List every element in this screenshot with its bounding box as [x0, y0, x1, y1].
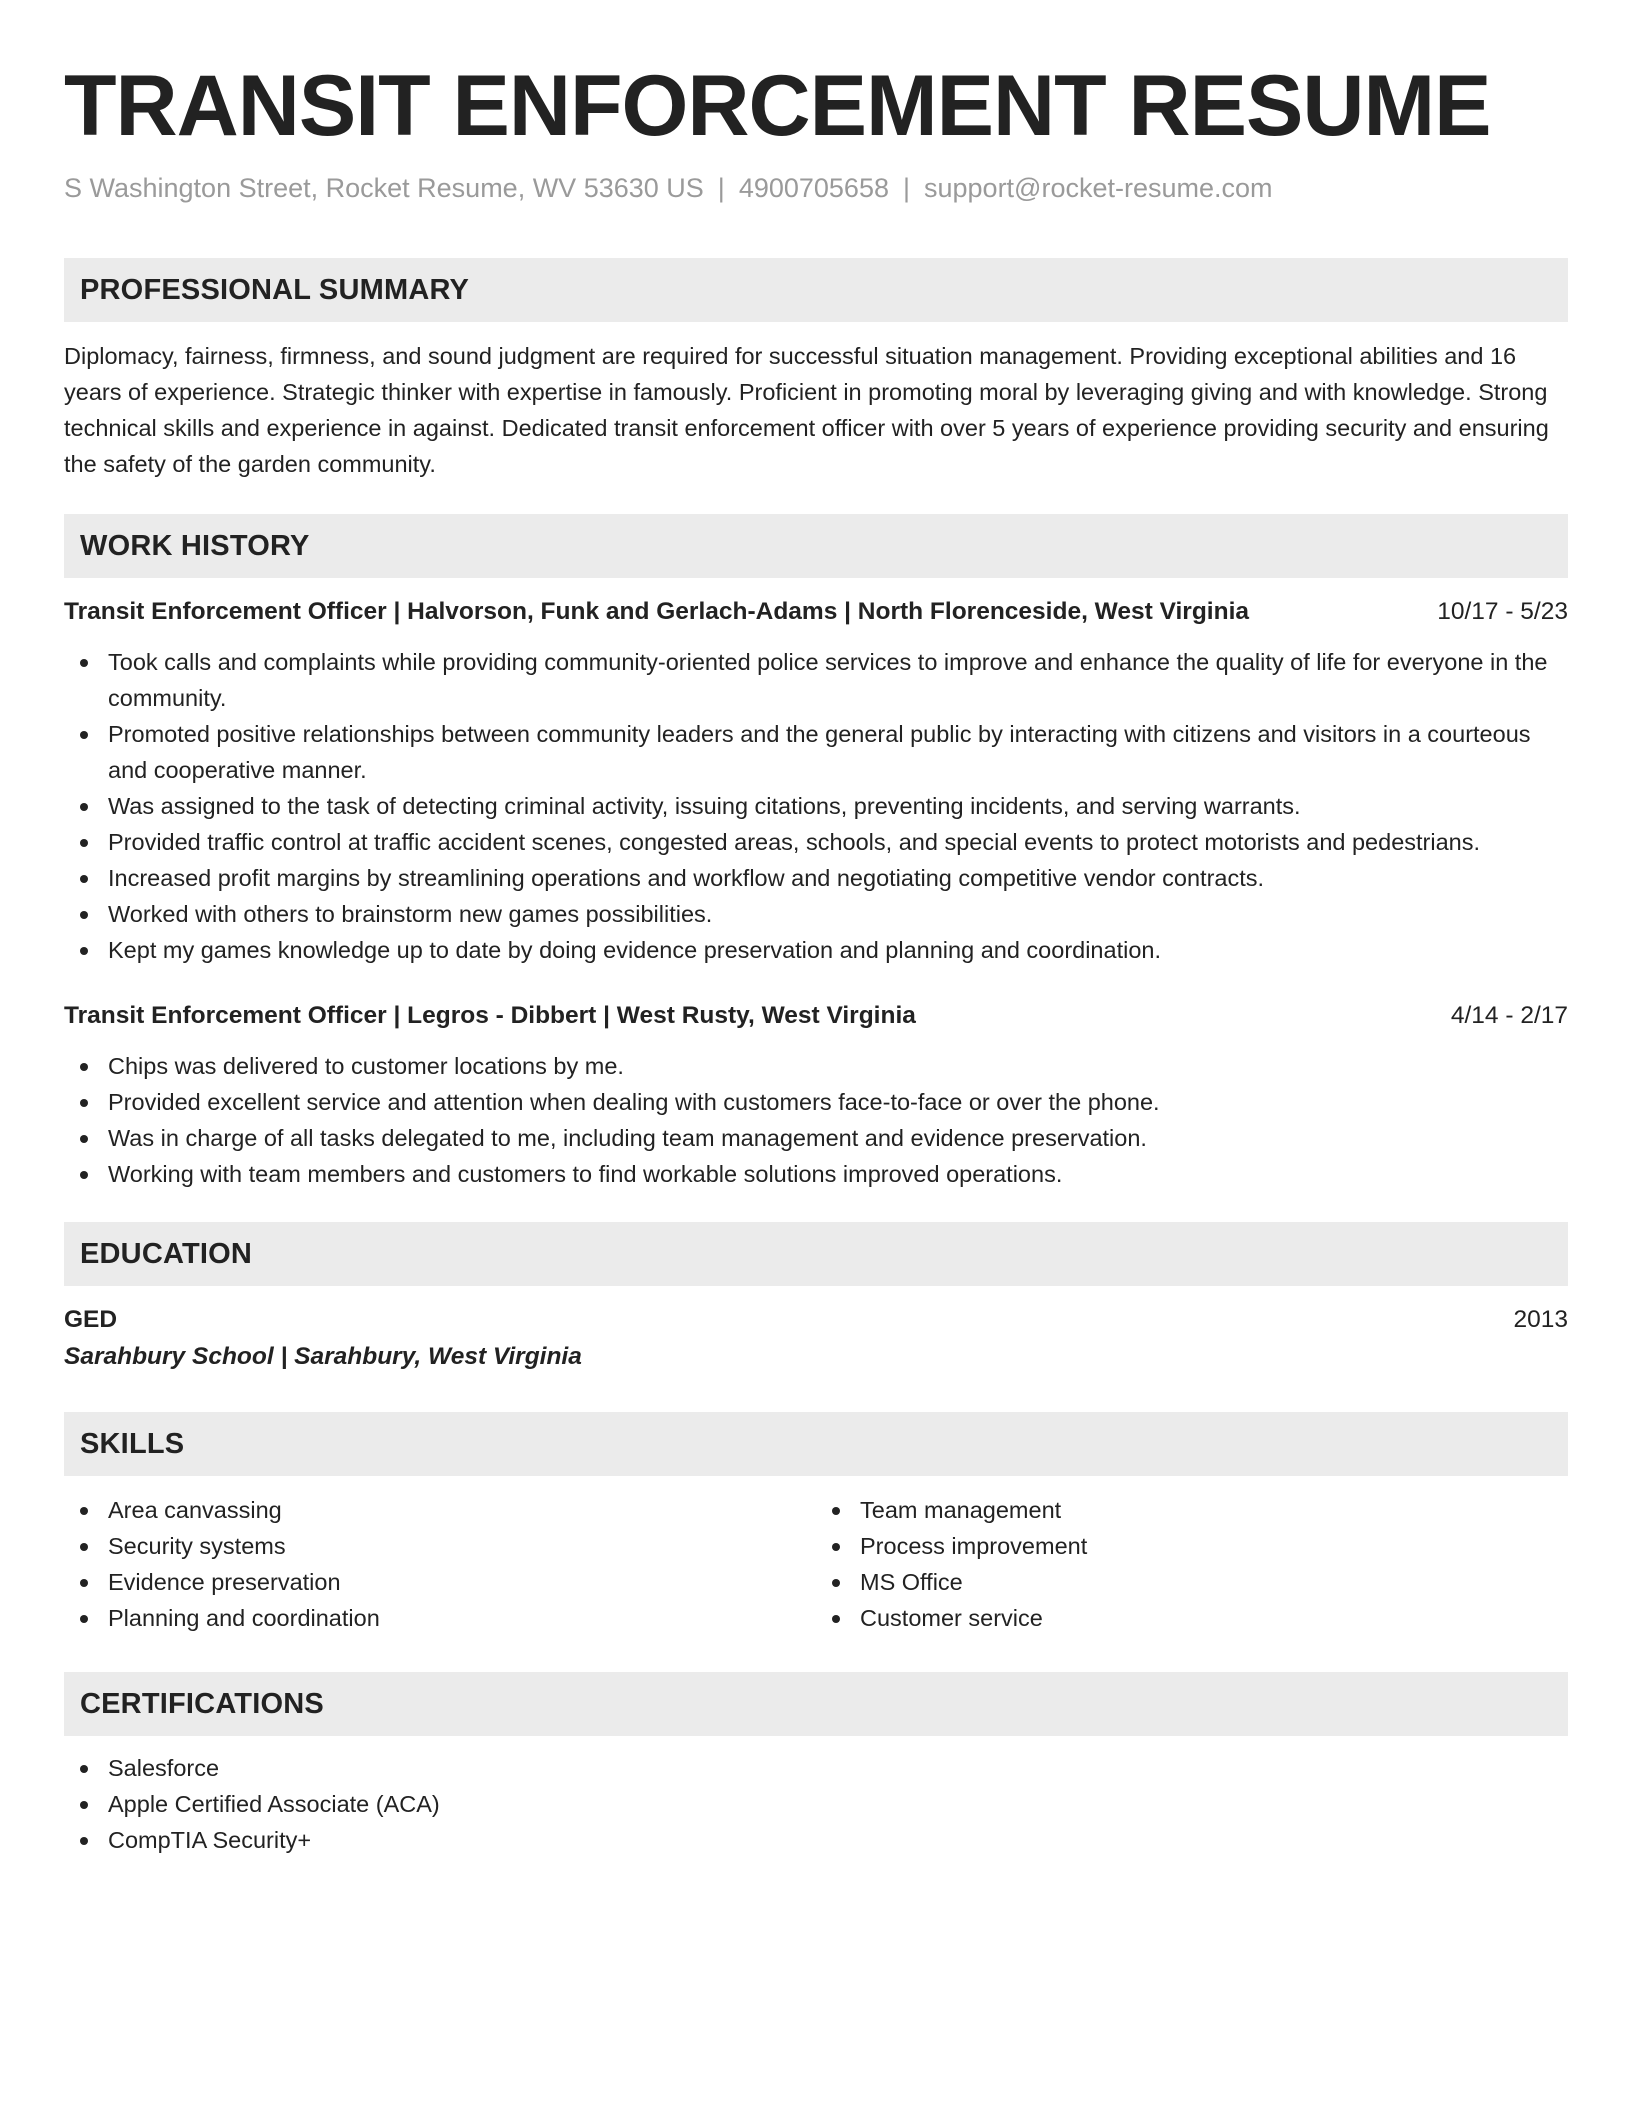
education-school: Sarahbury School | Sarahbury, West Virginia	[64, 1343, 582, 1370]
job-dates: 4/14 - 2/17	[1450, 1002, 1568, 1029]
list-item: Took calls and complaints while providing community-oriented police services to improve and enhance the quality of life for everyone in the community.	[64, 644, 1568, 716]
job-bullets	[64, 1048, 1568, 1192]
skills-grid	[64, 1492, 1568, 1636]
work-history-heading: WORK HISTORY	[64, 514, 1568, 578]
job-header	[64, 594, 1568, 630]
contact-address: S Washington Street, Rocket Resume, WV 53630 US	[64, 173, 704, 203]
list-item: Was in charge of all tasks delegated to me, including team management and evidence preservation.	[64, 1120, 1568, 1156]
summary-heading: PROFESSIONAL SUMMARY	[64, 258, 1568, 322]
skills-column-left	[64, 1492, 816, 1636]
contact-separator: |	[717, 173, 725, 203]
list-item: MS Office	[816, 1564, 1568, 1600]
skills-column-right	[816, 1492, 1568, 1636]
list-item: Apple Certified Associate (ACA)	[64, 1786, 1568, 1822]
list-item: Increased profit margins by streamlining operations and workflow and negotiating competitive vendor contracts.	[64, 860, 1568, 896]
list-item: Worked with others to brainstorm new games possibilities.	[64, 896, 1568, 932]
list-item: Was assigned to the task of detecting criminal activity, issuing citations, preventing incidents, and serving warrants.	[64, 788, 1568, 824]
list-item: Kept my games knowledge up to date by doing evidence preservation and planning and coordination.	[64, 932, 1568, 968]
education-header	[64, 1302, 1568, 1338]
job-title: Transit Enforcement Officer | Halvorson, Funk and Gerlach-Adams | North Florenceside, West Virginia	[64, 598, 1249, 625]
skills-heading: SKILLS	[64, 1412, 1568, 1476]
job-bullets	[64, 644, 1568, 968]
job-title: Transit Enforcement Officer | Legros - Dibbert | West Rusty, West Virginia	[64, 1002, 916, 1029]
skills-list	[64, 1492, 816, 1636]
contact-email: support@rocket-resume.com	[924, 173, 1273, 203]
list-item: CompTIA Security+	[64, 1822, 1568, 1858]
list-item: Planning and coordination	[64, 1600, 816, 1636]
resume-title: TRANSIT ENFORCEMENT RESUME	[64, 58, 1491, 154]
list-item: Provided excellent service and attention when dealing with customers face-to-face or over the phone.	[64, 1084, 1568, 1120]
certifications-list	[64, 1750, 1568, 1858]
list-item: Salesforce	[64, 1750, 1568, 1786]
contact-phone: 4900705658	[738, 173, 889, 203]
education-heading: EDUCATION	[64, 1222, 1568, 1286]
job-header	[64, 998, 1568, 1034]
education-year: 2013	[1513, 1306, 1568, 1333]
certifications-heading: CERTIFICATIONS	[64, 1672, 1568, 1736]
list-item: Security systems	[64, 1528, 816, 1564]
skills-list	[816, 1492, 1568, 1636]
list-item: Promoted positive relationships between community leaders and the general public by interacting with citizens and visitors in a courteous and cooperative manner.	[64, 716, 1568, 788]
list-item: Area canvassing	[64, 1492, 816, 1528]
contact-line	[64, 172, 1568, 204]
list-item: Team management	[816, 1492, 1568, 1528]
list-item: Customer service	[816, 1600, 1568, 1636]
list-item: Chips was delivered to customer locations by me.	[64, 1048, 1568, 1084]
education-degree: GED	[64, 1306, 118, 1333]
job-dates: 10/17 - 5/23	[1437, 598, 1568, 625]
list-item: Evidence preservation	[64, 1564, 816, 1600]
list-item: Provided traffic control at traffic accident scenes, congested areas, schools, and special events to protect motorists and pedestrians.	[64, 824, 1568, 860]
list-item: Process improvement	[816, 1528, 1568, 1564]
contact-separator: |	[902, 173, 910, 203]
list-item: Working with team members and customers to find workable solutions improved operations.	[64, 1156, 1568, 1192]
summary-text: Diplomacy, fairness, firmness, and sound judgment are required for successful situation management. Providing exceptional abilities and 16 years of experience. Strategic thinker with expertise in famously. Proficient in promoting moral by leveraging giving and with knowledge. Strong technical skills and experience in against. Dedicated transit enforcement officer with over 5 years of experience providing security and ensuring the safety of the garden community.	[64, 343, 1549, 477]
